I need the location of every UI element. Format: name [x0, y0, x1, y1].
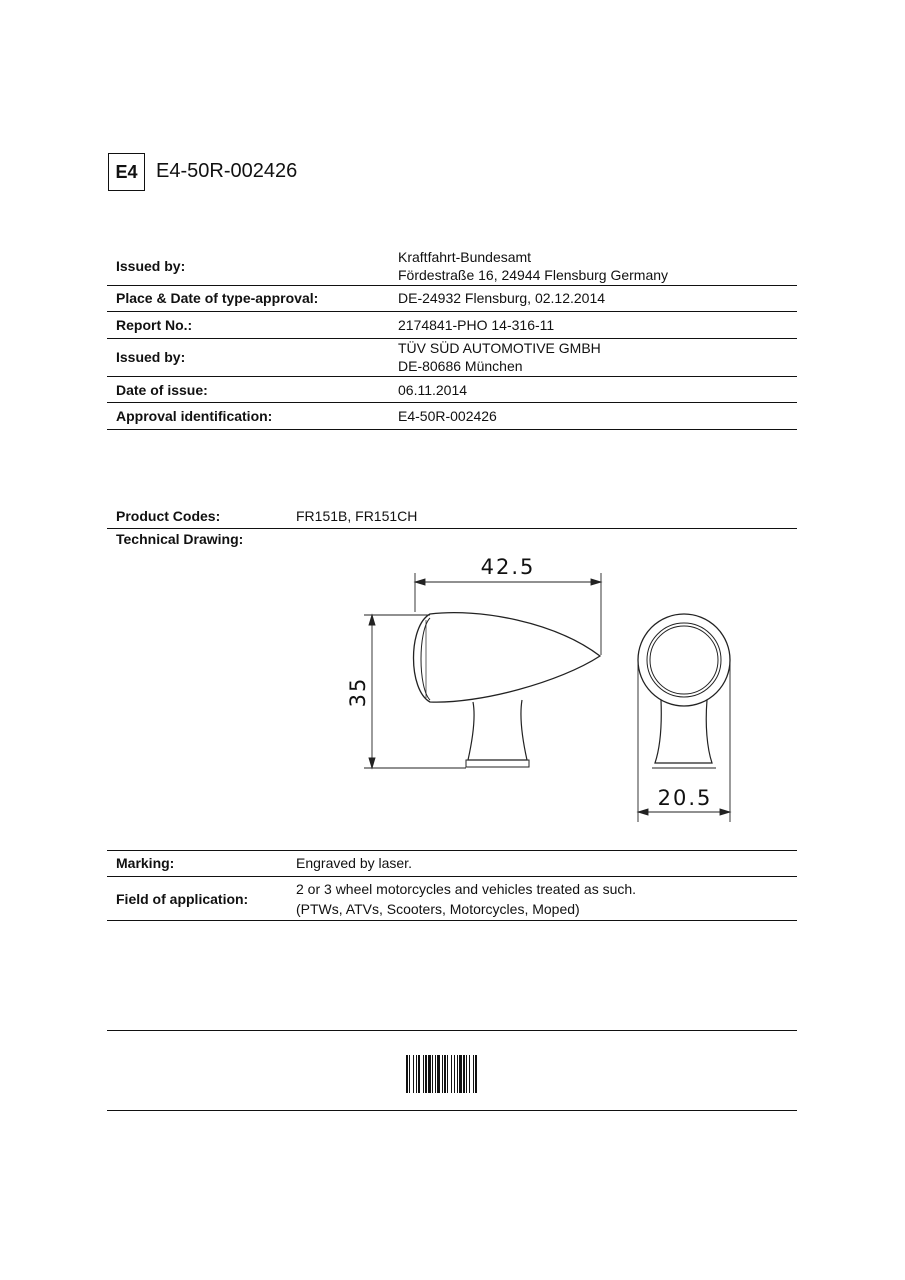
- dimension-length: [415, 573, 601, 655]
- tested-by-label: Issued by:: [116, 349, 186, 365]
- table-divider: [107, 920, 797, 921]
- approval-id-label: Approval identification:: [116, 408, 273, 424]
- barcode-bar: [457, 1055, 458, 1093]
- barcode-bar: [466, 1055, 467, 1093]
- date-of-issue-label: Date of issue:: [116, 382, 208, 398]
- barcode-bar: [432, 1055, 433, 1093]
- barcode-bar: [435, 1055, 436, 1093]
- barcode-bar: [469, 1055, 470, 1093]
- product-codes-label: Product Codes:: [116, 508, 221, 524]
- approval-id-value: E4-50R-002426: [398, 408, 497, 424]
- field-of-application-line-2: (PTWs, ATVs, Scooters, Motorcycles, Moped): [296, 901, 580, 917]
- barcode-bar: [442, 1055, 443, 1093]
- issued-by-value-line-2: Fördestraße 16, 24944 Flensburg Germany: [398, 267, 669, 283]
- report-no-label: Report No.:: [116, 317, 193, 333]
- barcode-bar: [425, 1055, 427, 1093]
- footer-divider-top: [107, 1030, 797, 1031]
- date-of-issue-value: 06.11.2014: [398, 382, 468, 398]
- marking-label: Marking:: [116, 855, 175, 871]
- table-divider: [107, 876, 797, 877]
- barcode-bar: [423, 1055, 424, 1093]
- place-date-value: DE-24932 Flensburg, 02.12.2014: [398, 290, 606, 306]
- barcode-bar: [413, 1055, 414, 1093]
- issued-by-label: Issued by:: [116, 258, 186, 274]
- field-of-application-label: Field of application:: [116, 891, 249, 907]
- barcode-bar: [428, 1055, 431, 1093]
- barcode: [406, 1055, 477, 1093]
- tested-by-value-line-2: DE-80686 München: [398, 358, 523, 374]
- place-date-label: Place & Date of type-approval:: [116, 290, 319, 306]
- footer-divider-bottom: [107, 1110, 797, 1111]
- barcode-bar: [444, 1055, 446, 1093]
- barcode-bar: [454, 1055, 455, 1093]
- dimension-length-label: 42.5: [480, 555, 536, 579]
- field-of-application-line-1: 2 or 3 wheel motorcycles and vehicles treated as such.: [296, 881, 637, 897]
- report-no-value: 2174841-PHO 14-316-11: [398, 317, 555, 333]
- barcode-bar: [451, 1055, 452, 1093]
- barcode-bar: [409, 1055, 410, 1093]
- issued-by-value-line-1: Kraftfahrt-Bundesamt: [398, 249, 532, 265]
- barcode-bar: [473, 1055, 474, 1093]
- barcode-bar: [447, 1055, 448, 1093]
- technical-drawing-label: Technical Drawing:: [116, 531, 244, 547]
- barcode-bar: [475, 1055, 477, 1093]
- barcode-bar: [406, 1055, 408, 1093]
- lamp-front-view: [638, 614, 730, 768]
- barcode-bar: [437, 1055, 440, 1093]
- barcode-bar: [416, 1055, 417, 1093]
- section-divider: [107, 850, 797, 851]
- product-codes-value: FR151B, FR151CH: [296, 508, 418, 524]
- tested-by-value-line-1: TÜV SÜD AUTOMOTIVE GMBH: [398, 340, 601, 356]
- lamp-side-view: [414, 613, 601, 767]
- dimension-width-label: 20.5: [657, 786, 713, 810]
- marking-value: Engraved by laser.: [296, 855, 412, 871]
- barcode-bar: [463, 1055, 465, 1093]
- dimension-height-label: 35: [346, 676, 370, 708]
- approval-number: E4-50R-002426: [156, 160, 298, 182]
- barcode-bar: [418, 1055, 420, 1093]
- barcode-bar: [459, 1055, 462, 1093]
- approval-mark-code: E4: [115, 161, 138, 182]
